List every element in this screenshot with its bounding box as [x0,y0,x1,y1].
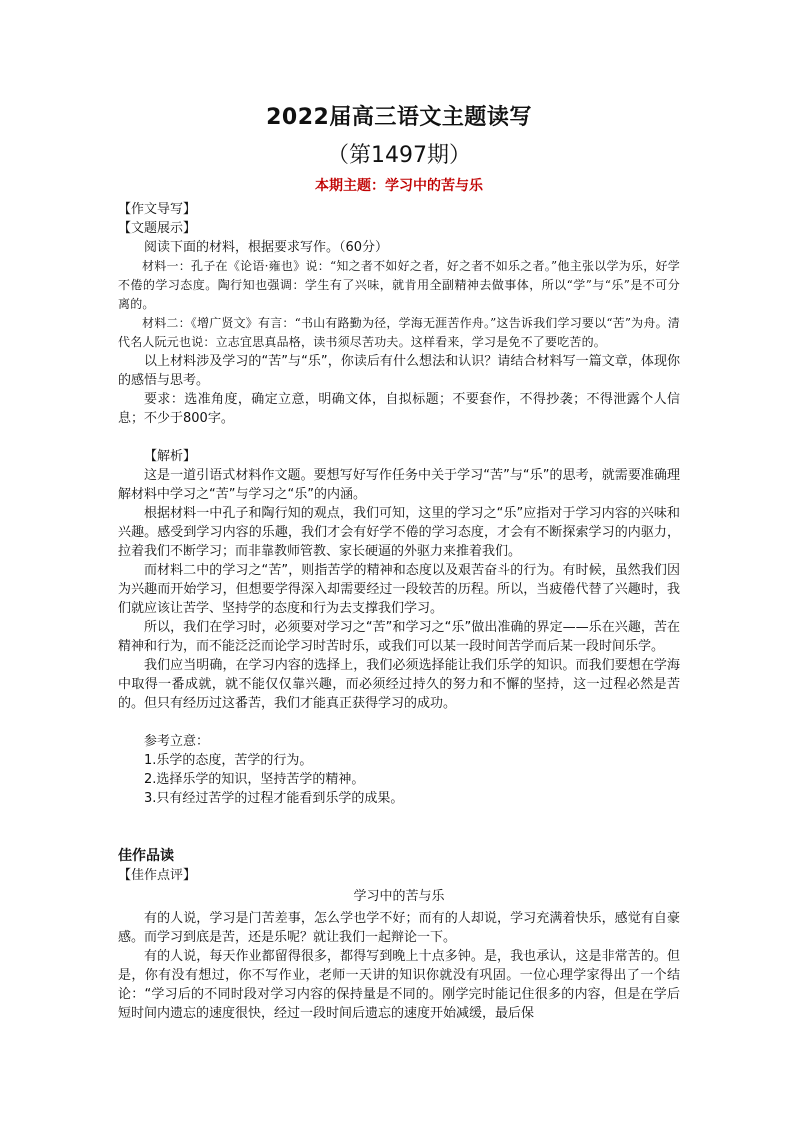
review-label: 【佳作点评】 [118,868,197,883]
document-page [118,102,680,1023]
analysis-paragraph: 而材料二中的学习之“苦”，则指苦学的精神和态度以及艰苦奋斗的行为。有时候，虽然我们因为兴趣而开始学习，但想要学得深入却需要经过一段较苦的历程。所以，当疲倦代替了兴趣时，我们就应该让苦学、坚持学的态度和行为去支撑我们学习。 [118,563,680,616]
question-text: 以上材料涉及学习的“苦”与“乐”，你读后有什么想法和认识？请结合材料写一篇文章，体现你的感悟与思考。 [118,354,680,388]
analysis-label: 【解析】 [144,449,197,464]
material-two: 材料二：《增广贤文》有言：“书山有路勤为径，学海无涯苦作舟。”这告诉我们学习要以“苦”为舟。清代名人阮元也说：立志宜思真品格，读书须尽苦功夫。这样看来，学习是免不了要吃苦的。 [118,316,680,349]
instruction-text: 阅读下面的材料，根据要求写作。（60分） [144,240,389,255]
guide-label: 【作文导写】 [118,202,197,217]
essay-paragraph: 有的人说，学习是门苦差事，怎么学也学不好；而有的人却说，学习充满着快乐，感觉有自豪感。而学习到底是苦，还是乐呢？就让我们一起辩论一下。 [118,911,680,945]
idea-item: 3.只有经过苦学的过程才能看到乐学的成果。 [144,791,404,806]
spacer [118,808,680,846]
analysis-paragraph: 我们应当明确，在学习内容的选择上，我们必须选择能让我们乐学的知识。而我们要想在学海中取得一番成就，就不能仅仅靠兴趣，而必须经过持久的努力和不懈的坚持，这一过程必然是苦的。但只有经历过这番苦，我们才能真正获得学习的成功。 [118,658,680,711]
ideas-label: 参考立意： [144,734,210,749]
essay-title: 学习中的苦与乐 [353,889,445,904]
theme-heading: 本期主题：学习中的苦与乐 [315,178,483,194]
material-one: 材料一：孔子在《论语·雍也》说：“知之者不如好之者，好之者不如乐之者。”他主张以学为乐，好学不倦的学习态度。陶行知也强调：学生有了兴味，就肯用全副精神去做事体，所以“学”与“乐”是不可分离的。 [118,259,680,311]
analysis-paragraph: 这是一道引语式材料作文题。要想写好写作任务中关于学习“苦”与“乐”的思考，就需要准确理解材料中学习之“苦”与学习之“乐”的内涵。 [118,468,680,502]
analysis-paragraph: 根据材料一中孔子和陶行知的观点，我们可知，这里的学习之“乐”应指对于学习内容的兴味和兴趣。感受到学习内容的乐趣，我们才会有好学不倦的学习态度，才会有不断探索学习的内驱力，拉着我们不断学习；而非靠教师管教、家长硬逼的外驱力来推着我们。 [118,506,680,559]
requirements-text: 要求：选准角度，确定立意，明确文体，自拟标题；不要套作，不得抄袭；不得泄露个人信息；不少于800字。 [118,392,680,426]
spacer [118,428,680,447]
idea-item: 2.选择乐学的知识，坚持苦学的精神。 [144,772,365,787]
topic-label: 【文题展示】 [118,221,197,236]
spacer [118,713,680,732]
essay-paragraph: 有的人说，每天作业都留得很多，都得写到晚上十点多钟。是，我也承认，这是非常苦的。但是，你有没有想过，你不写作业，老师一天讲的知识你就没有巩固。一位心理学家得出了一个结论：“学习后的不同时段对学习内容的保持量是不同的。刚学完时能记住很多的内容，但是在学后短时间内遗忘的速度很快，经过一段时间后遗忘的速度开始减缓，最后保 [118,949,680,1021]
essay-section-heading: 佳作品读 [118,848,174,864]
issue-number: （第1497期） [327,143,471,168]
idea-item: 1.乐学的态度，苦学的行为。 [144,753,313,768]
analysis-paragraph: 所以，我们在学习时，必须要对学习之“苦”和学习之“乐”做出准确的界定——乐在兴趣，苦在精神和行为，而不能泛泛而论学习时苦时乐，或我们可以某一段时间苦学而后某一段时间乐学。 [118,620,680,654]
page-title: 2022届高三语文主题读写 [266,105,532,130]
